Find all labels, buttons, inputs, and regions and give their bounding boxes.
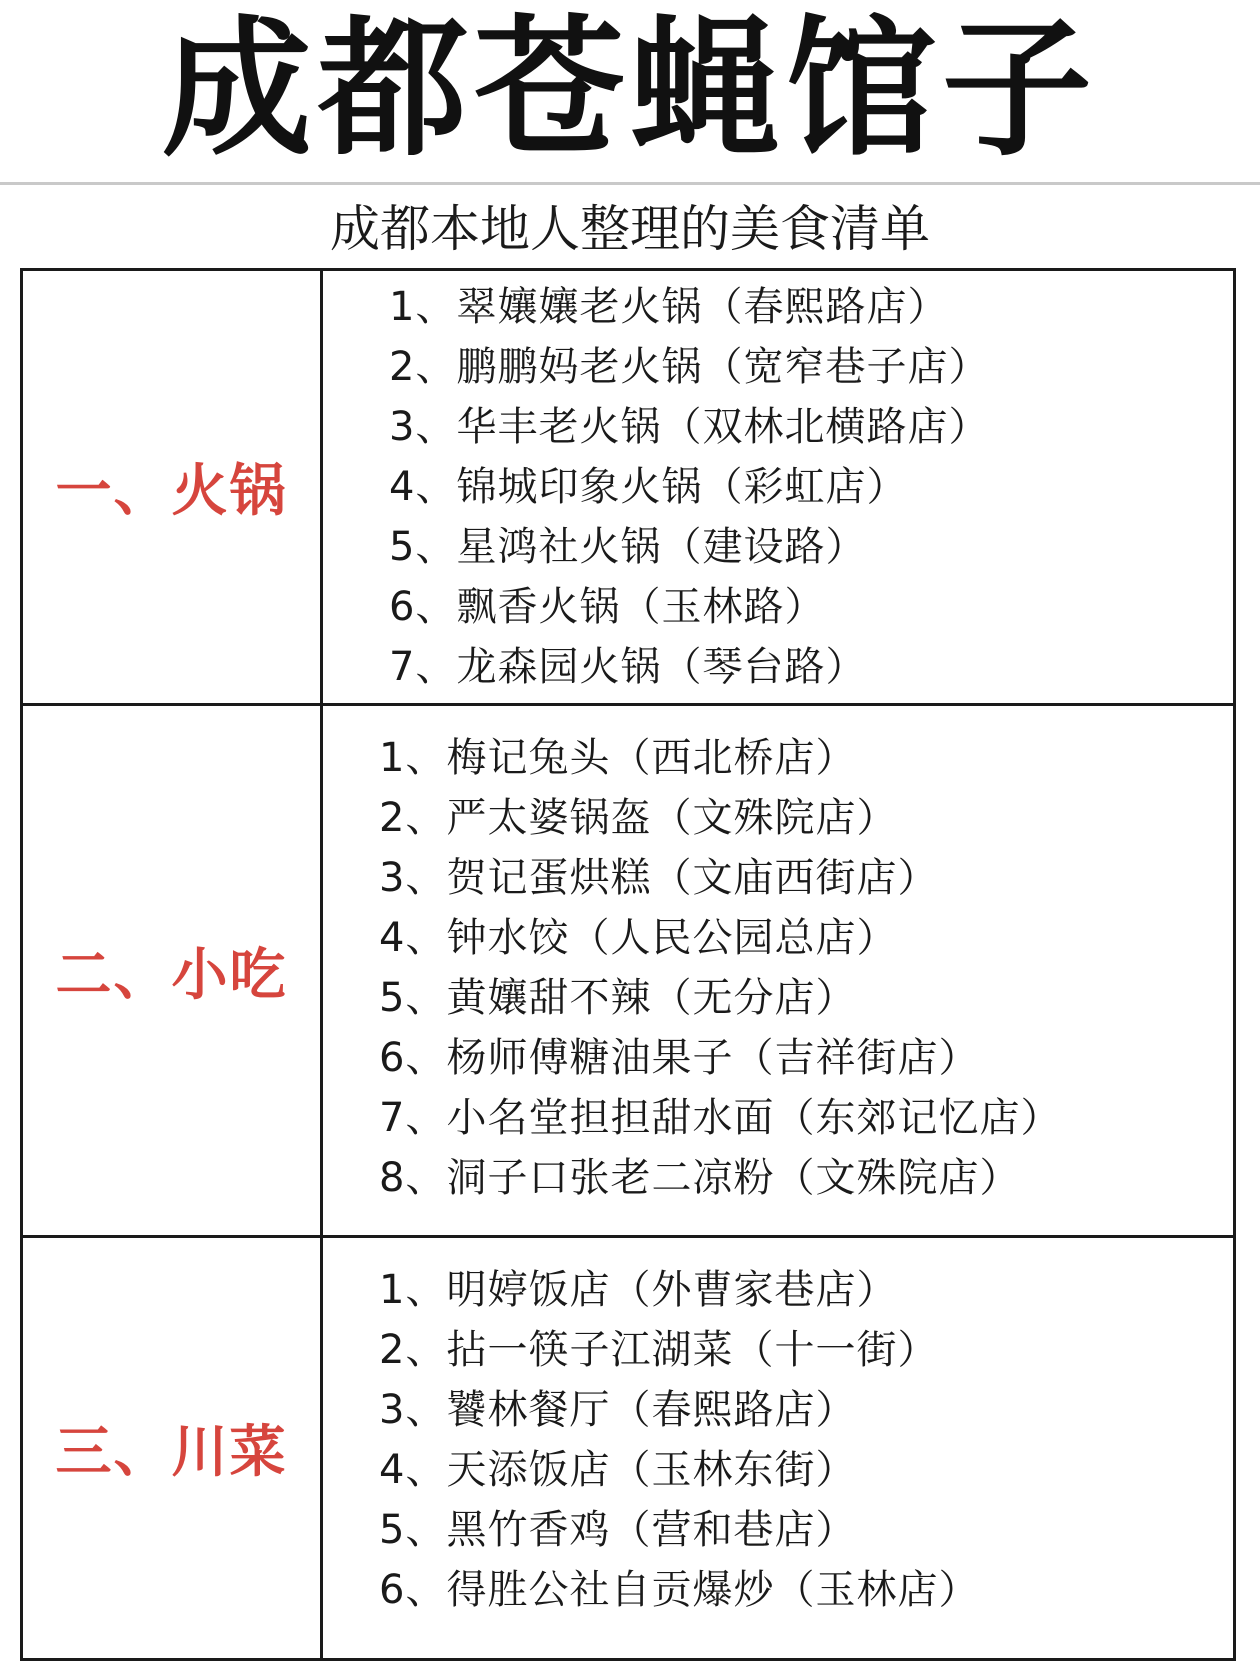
list-item: 4、钟水饺（人民公园总店） [379,915,898,961]
list-item: 6、飘香火锅（玉林路） [389,584,826,630]
title-divider [0,182,1260,185]
list-item: 1、翠孃孃老火锅（春熙路店） [389,284,949,330]
list-item: 7、小名堂担担甜水面（东郊记忆店） [379,1095,1062,1141]
list-item: 3、饕林餐厅（春熙路店） [379,1387,857,1433]
page-subtitle: 成都本地人整理的美食清单 [330,200,930,258]
list-item: 5、黑竹香鸡（营和巷店） [379,1507,857,1553]
list-item: 2、拈一筷子江湖菜（十一街） [379,1327,939,1373]
section-snacks [23,703,1233,1235]
section-title-hotpot: 一、火锅 [55,459,288,524]
list-item: 6、杨师傅糖油果子（吉祥街店） [379,1035,980,1081]
section-title-snacks: 二、小吃 [55,942,288,1008]
list-item: 4、天添饭店（玉林东街） [379,1447,857,1493]
list-item: 5、星鸿社火锅（建设路） [389,524,867,570]
section-sichuan-dishes [23,1235,1233,1658]
section-header-cell [23,1238,323,1658]
section-hotpot [23,271,1233,703]
list-item: 2、鹏鹏妈老火锅（宽窄巷子店） [389,344,990,390]
section-header-cell [23,271,323,703]
list-item: 3、华丰老火锅（双林北横路店） [389,404,990,450]
section-title-sichuan-dishes: 三、川菜 [55,1420,288,1485]
section-header-cell [23,706,323,1235]
list-item: 1、明婷饭店（外曹家巷店） [379,1267,898,1313]
list-item: 1、梅记兔头（西北桥店） [379,735,857,781]
list-item: 5、黄孃甜不辣（无分店） [379,975,857,1021]
list-item: 4、锦城印象火锅（彩虹店） [389,464,908,510]
restaurant-list-hotpot [323,271,1233,703]
list-item: 7、龙森园火锅（琴台路） [389,644,867,690]
food-list-table [20,268,1236,1661]
list-item: 8、洞子口张老二凉粉（文殊院店） [379,1155,1021,1201]
restaurant-list-snacks [323,706,1233,1235]
list-item: 2、严太婆锅盔（文殊院店） [379,795,898,841]
list-item: 6、得胜公社自贡爆炒（玉林店） [379,1567,980,1613]
list-item: 3、贺记蛋烘糕（文庙西街店） [379,855,939,901]
page-title: 成都苍蝇馆子 [161,3,1098,177]
restaurant-list-sichuan-dishes [323,1238,1233,1658]
